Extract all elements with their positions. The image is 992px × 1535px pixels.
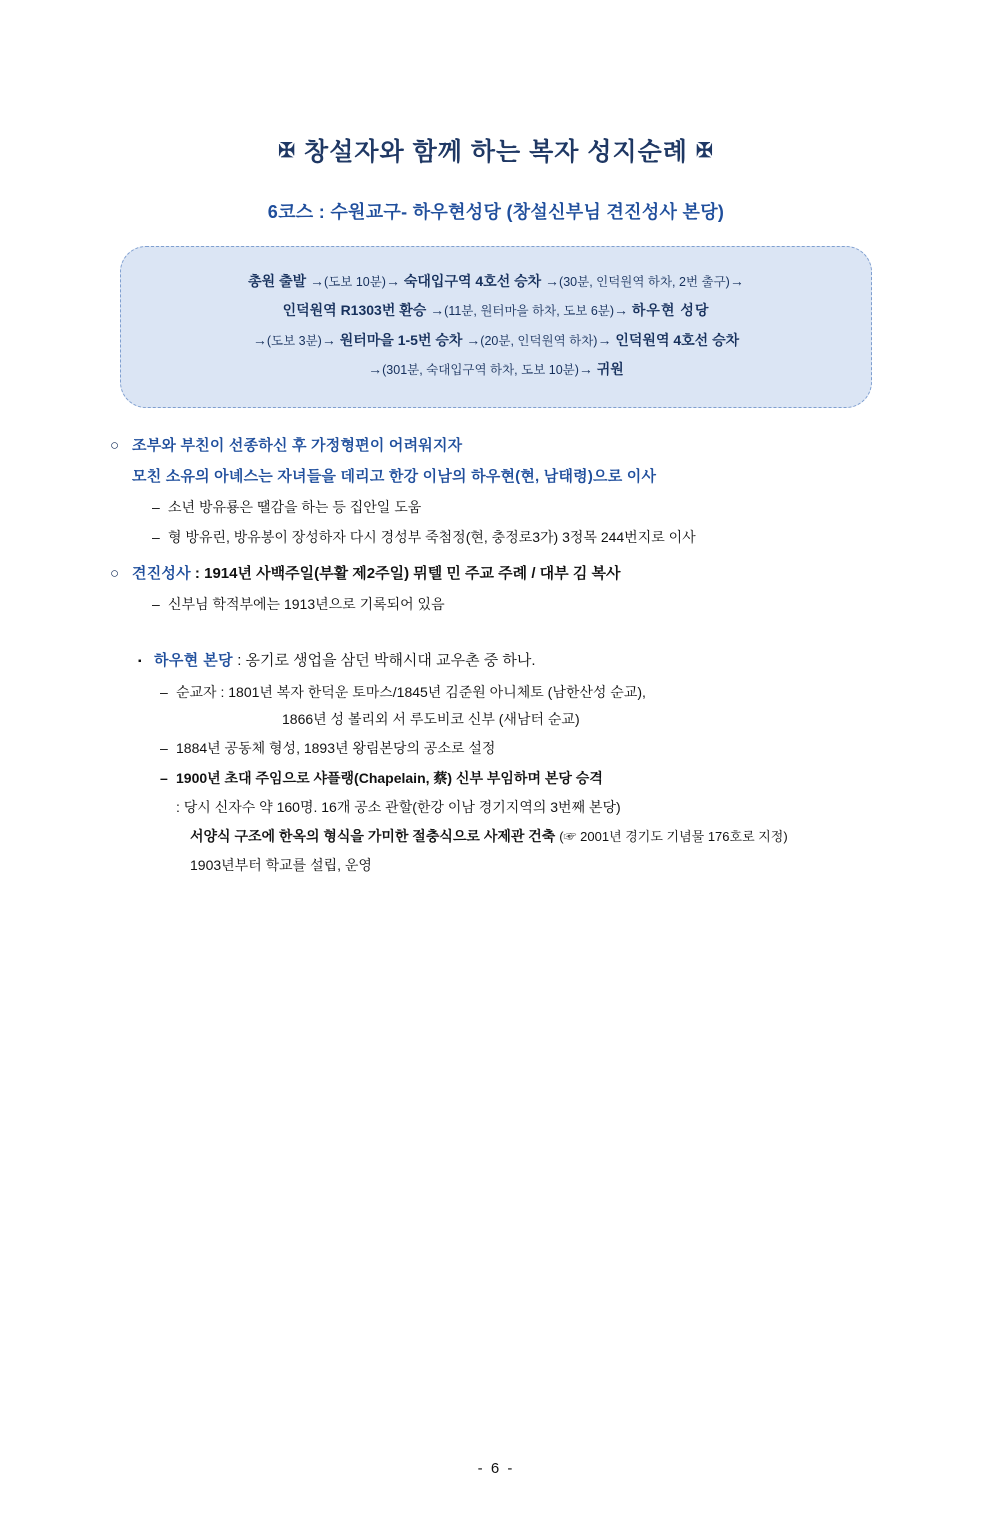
- list-item: [152, 594, 882, 615]
- content-item-parish: [138, 649, 882, 672]
- spacer: [110, 615, 882, 649]
- route-seg: → 숙대입구역 4호선 승차 →: [385, 273, 560, 289]
- route-line-1: [147, 267, 845, 296]
- list-item: [160, 738, 882, 759]
- route-destination: 하우현 성당: [631, 302, 710, 319]
- content-item-parish-body: [154, 649, 536, 672]
- list-item-text: 소년 방유룡은 땔감을 하는 등 집안일 도움: [168, 499, 422, 516]
- route-seg: → 원터마을 1-5번 승차 →: [321, 331, 481, 348]
- page-title: [110, 132, 882, 168]
- route-seg: (11분, 원터마을 하차, 도보 6분): [444, 304, 615, 319]
- parish-detail-architecture-text: 서양식 구조에 한옥의 형식을 가미한 절충식으로 사제관 건축: [190, 827, 556, 844]
- content-item-confirmation: [110, 562, 882, 585]
- content-item-family-line2: 모친 소유의 아녜스는 자녀들을 데리고 한강 이남의 하우현(현, 남태령)으로 이사: [132, 467, 657, 485]
- route-seg: (20분, 인덕원역 하차): [480, 333, 598, 348]
- page-title-text: 창설자와 함께 하는 복자 성지순례: [304, 138, 688, 166]
- content-body: [110, 434, 882, 876]
- list-item: [152, 527, 882, 548]
- content-item-confirmation-date: 1914년 사백주일: [204, 565, 315, 583]
- cross-icon-left: ✠: [278, 140, 297, 162]
- route-box: [120, 246, 872, 408]
- content-item-family-line1: 조부와 부친이 선종하신 후 가정형편이 어려워지자: [132, 436, 463, 454]
- list-item-continuation: 1866년 성 볼리외 서 루도비코 신부 (새남터 순교): [282, 710, 580, 727]
- list-item: [152, 497, 882, 518]
- route-seg: (30분, 인덕원역 하차, 2번 출구): [559, 275, 730, 289]
- content-item-confirmation-body: [132, 562, 620, 585]
- route-seg: 총원 출발 →: [248, 273, 325, 289]
- page-number: - 6 -: [477, 1460, 515, 1477]
- list-item: [160, 768, 882, 789]
- circle-bullet-icon: ○: [110, 565, 120, 583]
- route-seg: →: [368, 361, 383, 378]
- route-seg: 인덕원역 R1303번 환승 →: [282, 302, 445, 319]
- document-page: [0, 132, 992, 1535]
- list-item-text: 순교자 : 1801년 복자 한덕운 토마스/1845년 김준원 아니체토 (남한산성 순교),: [176, 683, 646, 700]
- content-item-parish-name: 하우현 본당: [154, 652, 234, 670]
- route-seg: → 귀원: [578, 361, 624, 378]
- dash-bullet-icon: –: [152, 529, 160, 546]
- route-line-3: [147, 326, 845, 355]
- content-item-confirmation-sep: :: [190, 565, 205, 583]
- square-bullet-icon: ▪: [138, 656, 142, 668]
- page-subtitle: 6코스 : 수원교구- 하우현성당 (창설신부님 견진성사 본당): [267, 202, 725, 222]
- dash-bullet-icon: –: [152, 499, 160, 516]
- route-seg: →: [614, 302, 632, 319]
- content-item-confirmation-rest: 뮈텔 민 주교 주례 / 대부 김 복사: [409, 565, 621, 583]
- parish-detail-architecture: [190, 826, 882, 847]
- route-seg: →: [729, 273, 744, 289]
- list-item: [160, 682, 882, 703]
- list-item-text: 1884년 공동체 형성, 1893년 왕림본당의 공소로 설정: [176, 739, 496, 756]
- parish-detail-architecture-note: (☞ 2001년 경기도 기념물 176호로 지정): [559, 828, 788, 844]
- list-item-text: 형 방유린, 방유봉이 장성하자 다시 경성부 죽첨정(현, 충정로3가) 3정목 244번지로 이사: [168, 529, 696, 546]
- list-item-text: 신부님 학적부에는 1913년으로 기록되어 있음: [168, 596, 445, 613]
- parish-detail-members: : 당시 신자수 약 160명. 16개 공소 관할(한강 이남 경기지역의 3번째 본당): [176, 798, 621, 815]
- cross-icon-right: ✠: [695, 140, 714, 162]
- content-item-confirmation-label: 견진성사: [132, 565, 191, 583]
- list-item-text: 1900년 초대 주임으로 샤플랭(Chapelain, 蔡) 신부 부임하며 본당 승격: [176, 769, 603, 786]
- route-seg: (301분, 숙대입구역 하차, 도보 10분): [382, 363, 579, 378]
- parish-detail-school: 1903년부터 학교를 설립, 운영: [190, 856, 372, 873]
- content-item-parish-rest: : 옹기로 생업을 삼던 박해시대 교우촌 중 하나.: [233, 652, 536, 670]
- dash-bullet-icon: –: [160, 739, 168, 756]
- dash-bullet-icon: –: [160, 769, 168, 786]
- route-seg: (도보 3분): [266, 333, 322, 348]
- route-seg: (도보 10분): [324, 275, 386, 289]
- route-line-4: [147, 355, 845, 384]
- route-seg: →: [252, 331, 267, 348]
- dash-bullet-icon: –: [152, 596, 160, 613]
- route-line-2: [147, 296, 845, 325]
- content-item-confirmation-paren: (부활 제2주일): [314, 565, 410, 583]
- route-seg: → 인덕원역 4호선 승차: [597, 331, 740, 348]
- circle-bullet-icon: ○: [110, 436, 120, 454]
- dash-bullet-icon: –: [160, 683, 168, 700]
- content-item-family: [110, 434, 882, 457]
